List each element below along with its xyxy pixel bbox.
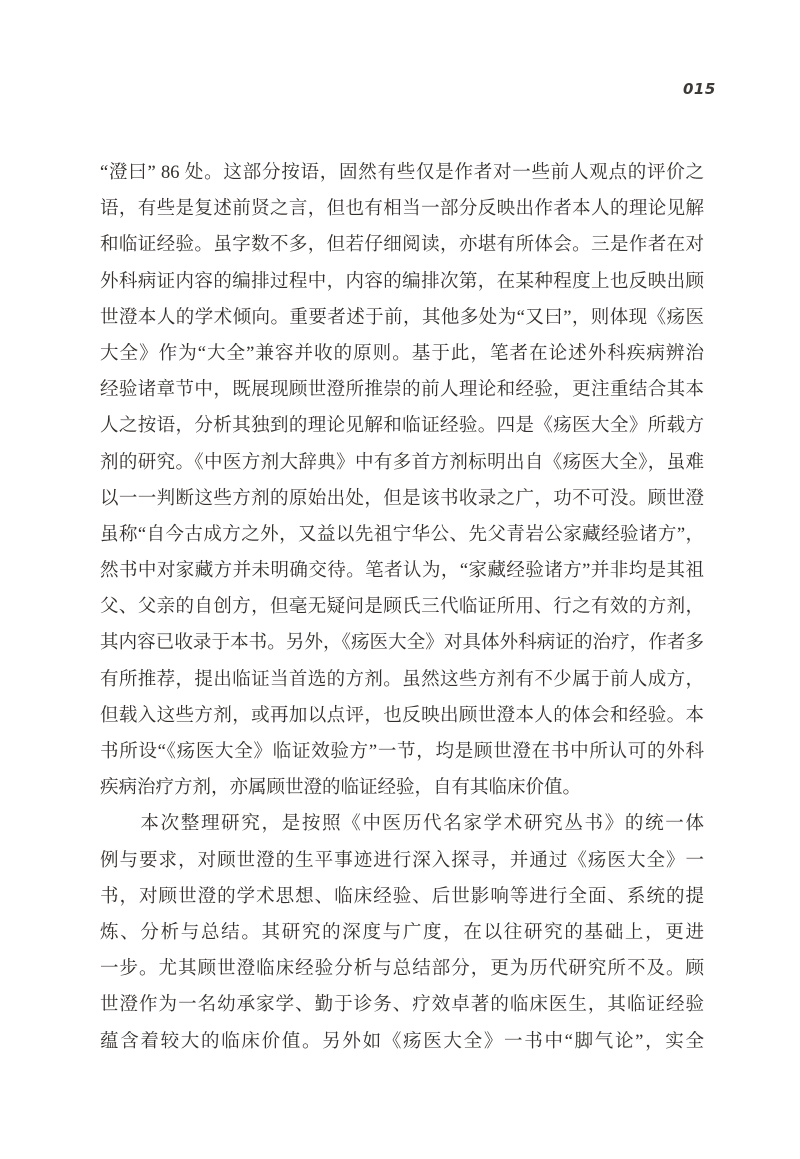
text-line: 世澄作为一名幼承家学、勤于诊务、疗效卓著的临床医生，其临证经验 xyxy=(100,995,704,1016)
text-line: 以一一判断这些方剂的原始出处，但是该书收录之广，功不可没。顾世澄 xyxy=(100,488,704,509)
text-line: 语，有些是复述前贤之言，但也有相当一部分反映出作者本人的理论见解 xyxy=(100,199,704,220)
text-line: “澄曰” 86 处。这部分按语，固然有些仅是作者对一些前人观点的评价之 xyxy=(100,163,704,183)
text-line: 但载入这些方剂，或再加以点评，也反映出顾世澄本人的体会和经验。本 xyxy=(100,705,704,726)
text-line: 然书中对家藏方并未明确交待。笔者认为，“家藏经验诸方”并非均是其祖 xyxy=(100,561,704,582)
text-line: 虽称“自今古成方之外，又益以先祖宁华公、先父青岩公家藏经验诸方”， xyxy=(100,524,704,545)
body-text-block xyxy=(100,155,704,1060)
text-line: 父、父亲的自创方，但毫无疑问是顾氏三代临证所用、行之有效的方剂， xyxy=(100,597,704,618)
text-line: 书所设“《疡医大全》临证效验方”一节，均是顾世澄在书中所认可的外科 xyxy=(100,742,704,762)
text-line: 书，对顾世澄的学术思想、临床经验、后世影响等进行全面、系统的提 xyxy=(100,886,704,907)
text-line: 其内容已收录于本书。另外，《疡医大全》对具体外科病证的治疗，作者多 xyxy=(100,633,704,654)
text-line: 有所推荐，提出临证当首选的方剂。虽然这些方剂有不少属于前人成方， xyxy=(100,669,704,690)
text-line: 和临证经验。虽字数不多，但若仔细阅读，亦堪有所体会。三是作者在对 xyxy=(100,235,704,256)
text-line: 世澄本人的学术倾向。重要者述于前，其他多处为“又曰”，则体现《疡医 xyxy=(100,307,704,328)
text-line-paragraph-end: 疾病治疗方剂，亦属顾世澄的临证经验，自有其临床价值。 xyxy=(100,778,582,799)
text-line: 蕴含着较大的临床价值。另外如《疡医大全》一书中“脚气论”，实全 xyxy=(100,1031,704,1052)
page-number: 015 xyxy=(683,80,716,98)
text-line: 经验诸章节中，既展现顾世澄所推崇的前人理论和经验，更注重结合其本 xyxy=(100,380,704,401)
text-line: 人之按语，分析其独到的理论见解和临证经验。四是《疡医大全》所载方 xyxy=(100,416,704,437)
text-line: 炼、分析与总结。其研究的深度与广度，在以往研究的基础上，更进 xyxy=(100,922,704,943)
text-line: 一步。尤其顾世澄临床经验分析与总结部分，更为历代研究所不及。顾 xyxy=(100,959,704,980)
text-line: 剂的研究。《中医方剂大辞典》中有多首方剂标明出自《疡医大全》，虽难 xyxy=(100,452,704,473)
text-line: 外科病证内容的编排过程中，内容的编排次第，在某种程度上也反映出顾 xyxy=(100,271,704,292)
text-line-paragraph-start: 本次整理研究，是按照《中医历代名家学术研究丛书》的统一体 xyxy=(100,814,704,835)
text-line: 例与要求，对顾世澄的生平事迹进行深入探寻，并通过《疡医大全》一 xyxy=(100,850,704,871)
text-line: 大全》作为“大全”兼容并收的原则。基于此，笔者在论述外科疾病辨治 xyxy=(100,343,704,364)
